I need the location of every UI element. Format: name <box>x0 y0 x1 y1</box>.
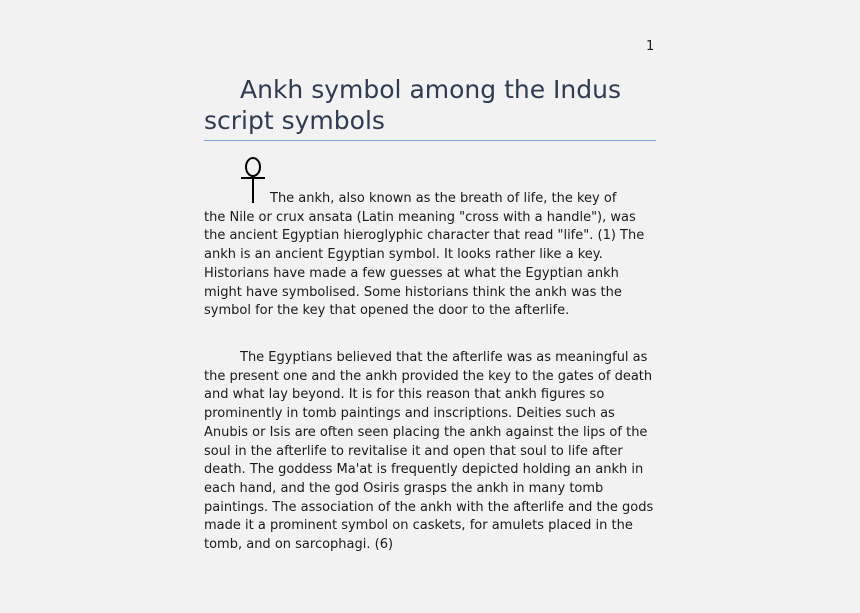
paragraph-2 <box>204 349 656 555</box>
paragraph-2-text: The Egyptians believed that the afterlife was as meaningful as the present one and the ankh provided the key to the gates of death and what lay beyond. It is for this reason that ankh figures so prominently in tomb paintings and inscriptions. Deities such as Anubis or Isis are often seen placing the ankh against the lips of the soul in the afterlife to revitalise it and open that soul to life after death. The goddess Ma'at is frequently depicted holding an ankh in each hand, and the god Osiris grasps the ankh in many tomb paintings. The association of the ankh with the afterlife and the gods made it a prominent symbol on caskets, for amulets placed in the tomb, and on sarcophagi. (6) <box>204 350 654 553</box>
paragraph-1-rest: the Nile or crux ansata (Latin meaning "cross with a handle"), was the ancient Egyptian hieroglyphic character that read "life". (1) The ankh is an ancient Egyptian symbol. It looks rather like a key. Historians have made a few guesses at what the Egyptian ankh might have symbolised. Some historians think the ankh was the symbol for the key that opened the door to the afterlife. <box>204 209 645 319</box>
paragraph-1 <box>204 190 656 321</box>
page-number: 1 <box>646 39 655 54</box>
paragraph-1-first-line: The ankh, also known as the breath of life, the key of <box>270 191 617 206</box>
page-title: Ankh symbol among the Indus script symbols <box>204 74 656 141</box>
